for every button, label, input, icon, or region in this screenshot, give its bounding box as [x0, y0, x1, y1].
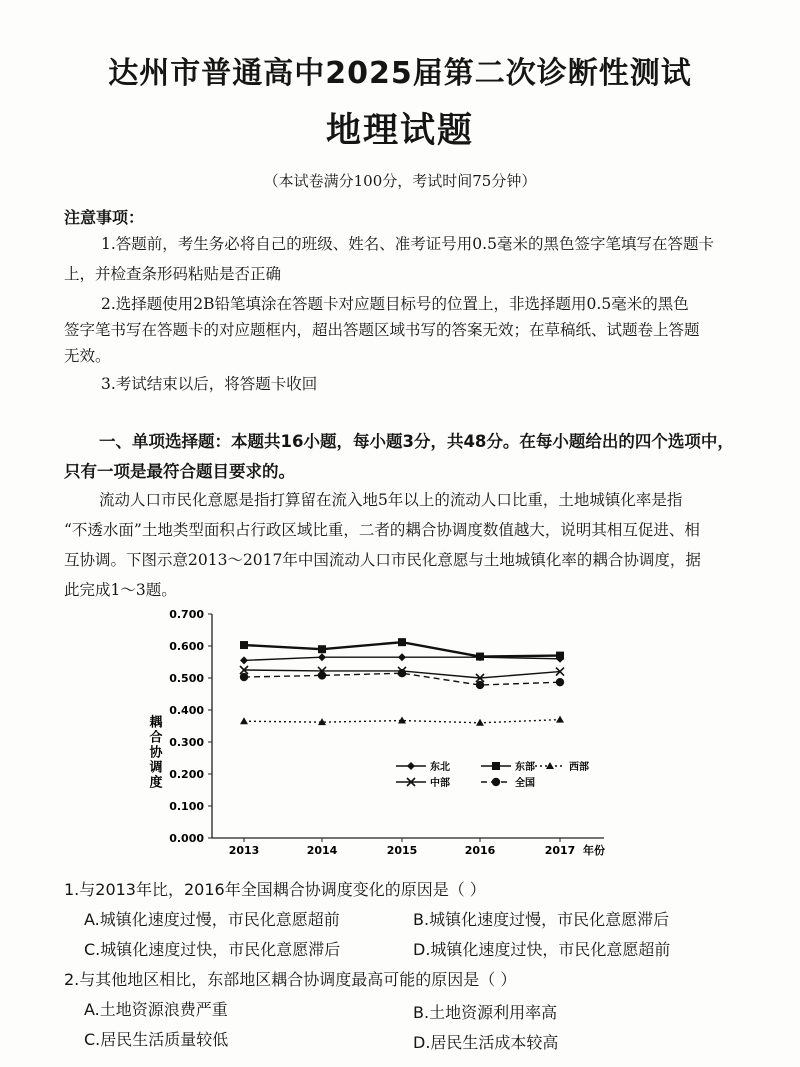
passage-line2: “不透水面”土地类型面积占行政区域比重，二者的耦合协调度数值越大，说明其相互促进、相 — [64, 521, 700, 539]
data-point — [398, 669, 406, 677]
question1-option-b: B.城镇化速度过慢，市民化意愿滞后 — [413, 910, 670, 929]
y-tick-label: 0.400 — [169, 704, 204, 717]
passage-line1: 流动人口市民化意愿是指打算留在流入地5年以上的流动人口比重，土地城镇化率是指 — [99, 491, 683, 509]
question2-option-c: C.居民生活质量较低 — [84, 1030, 229, 1049]
data-point — [240, 673, 248, 681]
x-axis-label: 年份 — [583, 844, 605, 857]
notice-item3: 3.考试结束以后，将答题卡收回 — [101, 375, 318, 393]
legend-marker — [492, 762, 500, 770]
y-tick-label: 0.700 — [169, 608, 204, 621]
question1-option-c: C.城镇化速度过快，市民化意愿滞后 — [84, 940, 341, 959]
y-tick-label: 0.200 — [169, 768, 204, 781]
y-axis-label: 耦合协调度 — [146, 715, 162, 790]
data-point — [398, 638, 406, 646]
data-point — [476, 681, 484, 689]
question2-stem: 2.与其他地区相比，东部地区耦合协调度最高可能的原因是（ ） — [64, 970, 517, 989]
question2-option-b: B.土地资源利用率高 — [413, 1003, 558, 1022]
notice-item1-line2: 上，并检查条形码粘贴是否正确 — [64, 265, 282, 283]
subject-title: 地理试题 — [325, 110, 474, 151]
legend-label: 西部 — [569, 762, 589, 773]
data-point — [556, 652, 564, 660]
exam-subtitle: （本试卷满分100分，考试时间75分钟） — [263, 172, 537, 190]
data-point — [556, 678, 564, 686]
notice-heading: 注意事项： — [64, 208, 145, 227]
y-tick-label: 0.300 — [169, 736, 204, 749]
legend-marker — [492, 778, 500, 786]
data-point — [240, 717, 248, 724]
data-point — [240, 641, 248, 649]
x-tick-label: 2017 — [544, 844, 576, 857]
data-point — [318, 671, 326, 679]
data-point — [318, 645, 326, 653]
legend-marker — [407, 762, 415, 770]
notice-item2-line1: 2.选择题使用2B铅笔填涂在答题卡对应题目标号的位置上，非选择题用0.5毫米的黑色 — [101, 295, 689, 313]
notice-item2-line3: 无效。 — [64, 347, 111, 365]
question1-option-d: D.城镇化速度过快，市民化意愿超前 — [413, 940, 671, 959]
legend-marker — [546, 762, 554, 769]
y-tick-label: 0.600 — [169, 640, 204, 653]
data-point — [476, 653, 484, 661]
data-point — [398, 653, 406, 661]
x-tick-label: 2013 — [228, 844, 260, 857]
question1-option-a: A.城镇化速度过慢，市民化意愿超前 — [84, 910, 340, 929]
data-point — [318, 653, 326, 661]
coupling-coordination-chart — [0, 600, 800, 870]
section1-heading-line1: 一、单项选择题：本题共16小题，每小题3分，共48分。在每小题给出的四个选项中， — [99, 432, 734, 451]
legend-label: 东部 — [515, 762, 535, 773]
notice-item2-line2: 签字笔书写在答题卡的对应题框内，超出答题区域书写的答案无效；在草稿纸、试题卷上答题 — [64, 321, 700, 339]
passage-line4: 此完成1～3题。 — [64, 581, 177, 599]
question1-stem: 1.与2013年比，2016年全国耦合协调度变化的原因是（ ） — [64, 880, 486, 899]
passage-line3: 互协调。下图示意2013～2017年中国流动人口市民化意愿与土地城镇化率的耦合协调度，据 — [64, 551, 701, 569]
x-tick-label: 2015 — [386, 844, 418, 857]
y-tick-label: 0.100 — [169, 800, 204, 813]
section1-heading-line2: 只有一项是最符合题目要求的。 — [64, 462, 295, 481]
legend-label: 全国 — [515, 778, 535, 789]
question2-option-d: D.居民生活成本较高 — [413, 1033, 559, 1052]
x-tick-label: 2016 — [464, 844, 496, 857]
legend-label: 东北 — [430, 762, 450, 773]
data-point — [476, 719, 484, 726]
x-tick-label: 2014 — [306, 844, 338, 857]
y-tick-label: 0.000 — [169, 832, 204, 845]
exam-title: 达州市普通高中2025届第二次诊断性测试 — [108, 56, 692, 91]
question2-option-a: A.土地资源浪费严重 — [84, 1000, 228, 1019]
data-point — [240, 656, 248, 664]
y-tick-label: 0.500 — [169, 672, 204, 685]
notice-item1-line1: 1.答题前，考生务必将自己的班级、姓名、准考证号用0.5毫米的黑色签字笔填写在答题卡 — [101, 235, 714, 253]
data-point — [556, 716, 564, 723]
legend-label: 中部 — [430, 778, 450, 789]
